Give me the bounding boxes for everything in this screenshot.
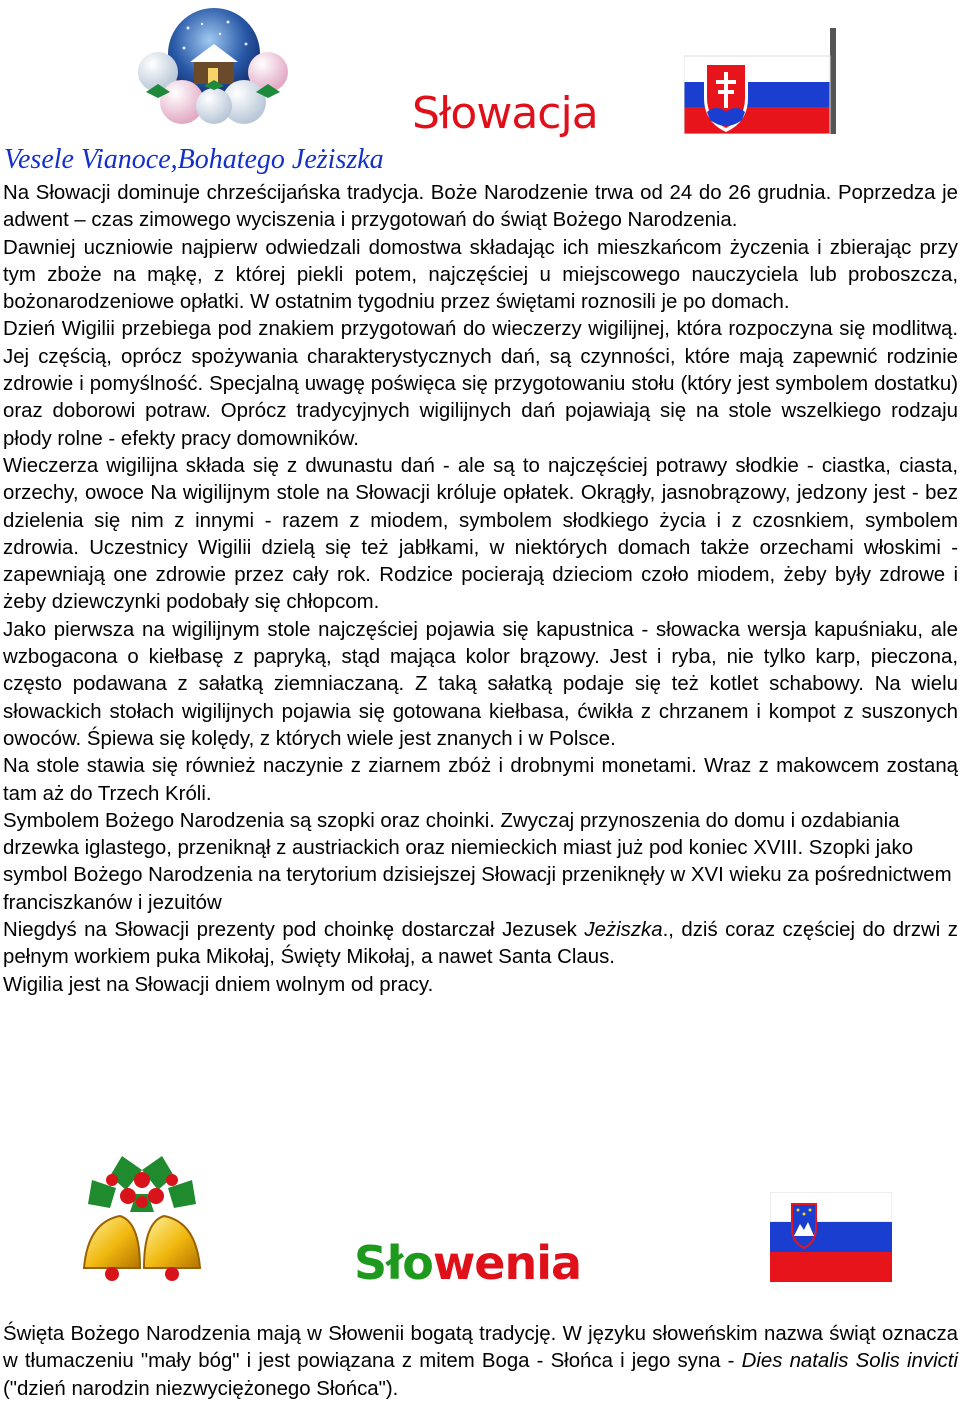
- slovenia-paragraph-italic: Dies natalis Solis invicti: [741, 1350, 958, 1373]
- slovenia-flag-icon: [770, 1192, 892, 1282]
- christmas-bells-icon: [66, 1150, 218, 1286]
- section-title-slovenia: [354, 1236, 581, 1290]
- greeting-subtitle: Vesele Vianoce,Bohatego Jeżiszka: [4, 144, 384, 175]
- paragraph-1: Na Słowacji dominuje chrześcijańska tradycja. Boże Narodzenie trwa od 24 do 26 grudnia. Poprzedza je adwent – czas zimowego wyciszenia i przygotowań do świąt Bożego Narodzenia.: [3, 182, 958, 232]
- paragraph-4: Wieczerza wigilijna składa się z dwunastu dań - ale są to najczęściej potrawy słodkie - ciastka, ciasta, orzechy, owoce Na wigilijnym stole na Słowacji króluje opłatek. Okrągły, jasnobrązowy, jedzony jest - bez dzielenia się nim z innymi - razem z miodem, symbolem słodkiego życia i z czosnkiem, symbolem zdrowia. Uczestnicy Wigilii dzielą się też jabłkami, w niektórych domach także orzechami włoskimi - zapewniają one zdrowie przez cały rok. Rodzice pocierają dzieciom czoło miodem, żeby były zdrowe i żeby dziewczynki podobały się chłopcom.: [3, 454, 958, 614]
- slovenia-title-part2: wenia: [432, 1236, 582, 1290]
- paragraph-2: Dawniej uczniowie najpierw odwiedzali domostwa składając ich mieszkańcom życzenia i zbierając przy tym zboże na mąkę, z której piekli potem, najczęściej u miejscowego nauczyciela lub proboszcza, bożonarodzeniowe opłatki. W ostatnim tygodniu przez świętami roznosili je po domach.: [3, 236, 958, 314]
- paragraph-7: Symbolem Bożego Narodzenia są szopki oraz choinki. Zwyczaj przynoszenia do domu i ozdabiania drzewka iglastego, przeniknął z austriackich oraz niemieckich miast już pod koniec XVIII. Szopki jako symbol Bożego Narodzenia na terytorium dzisiejszej Słowacji przeniknęły w XVI wieku za pośrednictwem franciszkanów i jezuitów: [3, 809, 952, 914]
- paragraph-8-after: ., dziś coraz częściej do drzwi z pełnym workiem puka Mikołaj, Święty Mikołaj, a nawet Santa Claus.: [3, 919, 958, 969]
- slovakia-article-body: [3, 180, 958, 999]
- page-title-slovakia: Słowacja: [412, 88, 598, 139]
- slovenia-paragraph-before: Święta Bożego Narodzenia mają w Słowenii bogatą tradycję. W języku słoweńskim nazwa świąt oznacza w tłumaczeniu "mały bóg" i jest powiązana z mitem Boga - Słońca i jego syna -: [3, 1323, 958, 1373]
- paragraph-9: Wigilia jest na Słowacji dniem wolnym od pracy.: [3, 973, 434, 996]
- slovakia-flag-icon: [684, 28, 836, 134]
- slovenia-title-part1: Sło: [354, 1236, 433, 1290]
- paragraph-8-italic: Jeżiszka: [584, 919, 663, 942]
- slovenia-paragraph: [3, 1321, 958, 1403]
- paragraph-8: [3, 917, 958, 972]
- paragraph-6: Na stole stawia się również naczynie z ziarnem zbóż i drobnymi monetami. Wraz z makowcem zostaną tam aż do Trzech Króli.: [3, 755, 958, 805]
- slovenia-article-body: [3, 1321, 958, 1403]
- slovenia-paragraph-after: ("dzień narodzin niezwyciężonego Słońca").: [3, 1377, 399, 1400]
- paragraph-3: Dzień Wigilii przebiega pod znakiem przygotowań do wieczerzy wigilijnej, która rozpoczyna się modlitwą. Jej częścią, oprócz spożywania charakterystycznych dań, są czynności, które mają zapewnić rodzinie zdrowie i pomyślność. Specjalną uwagę poświęca się przygotowaniu stołu (który jest symbolem dostatku) oraz doborowi potraw. Oprócz tradycyjnych wigilijnych dań pojawiają się na stole wszelkiego rodzaju płody rolne - efekty pracy domowników.: [3, 318, 958, 450]
- paragraph-8-before: Niegdyś na Słowacji prezenty pod choinkę dostarczał Jezusek: [3, 919, 585, 942]
- paragraph-5: Jako pierwsza na wigilijnym stole najczęściej pojawia się kapustnica - słowacka wersja kapuśniaku, ale wzbogacona o kiełbasę z papryką, stąd mająca kolor brązowy. Jest i ryba, nie tylko karp, pieczona, często podawana z sałatką ziemniaczaną. Z taką sałatką podaje się też kotlet schabowy. Na wielu słowackich stołach wigilijnych pojawia się gotowana kiełbasa, ćwikła z chrzanem i kompot z suszonych owoców. Śpiewa się kolędy, z których wiele jest znanych i w Polsce.: [3, 618, 958, 750]
- snow-globe-ornament-icon: [128, 4, 300, 130]
